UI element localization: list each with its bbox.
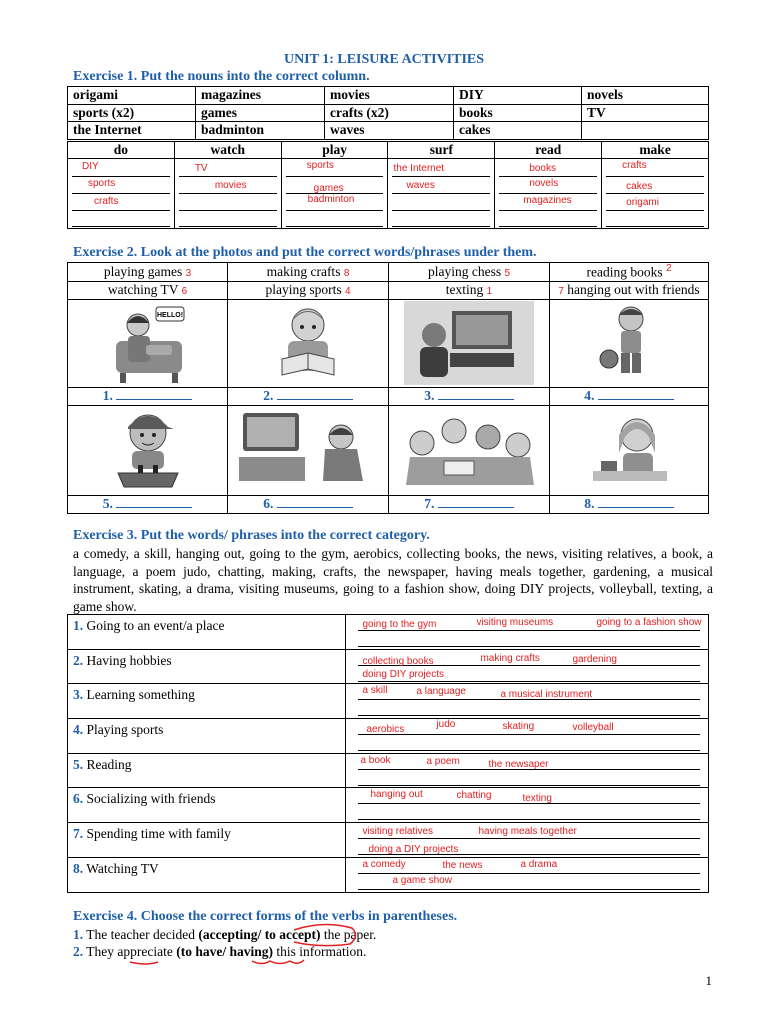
exercise-2-heading: Exercise 2. Look at the photos and put the correct words/phrases under them. (73, 245, 537, 260)
noun-cell: TV (582, 104, 709, 122)
handwritten-answer: sports (306, 160, 334, 171)
handwritten-answer: collecting books (362, 655, 434, 667)
column-header: make (602, 142, 709, 159)
page-number: 1 (705, 973, 712, 988)
noun-cell: badminton (196, 122, 325, 140)
blank-number: 7. (424, 496, 435, 511)
category-label: 8. Watching TV (68, 857, 346, 892)
blank-number: 4. (584, 388, 595, 403)
handwritten-answer: texting (522, 793, 552, 805)
blank-number: 3. (424, 388, 435, 403)
handwritten-answer: origami (626, 197, 659, 208)
handwritten-answer: volleyball (572, 722, 614, 734)
option-text: watching TV (107, 282, 179, 297)
handwritten-answer: the news (442, 859, 483, 871)
handwritten-answer: making crafts (480, 652, 540, 664)
answer-number: 5 (504, 267, 511, 279)
handwritten-answer: a language (416, 686, 466, 698)
handwritten-answer: magazines (523, 195, 572, 206)
handwritten-answer: cakes (626, 181, 653, 192)
handwritten-answer: hanging out (370, 789, 423, 801)
column-header: watch (174, 142, 281, 159)
handwritten-answer: crafts (94, 196, 119, 207)
option-text: hanging out with friends (567, 282, 700, 297)
handwritten-answer: sports (88, 178, 116, 189)
noun-cell: origami (68, 87, 196, 105)
option-text: reading books (586, 264, 663, 280)
noun-cell: waves (325, 122, 454, 140)
column-header: do (68, 142, 175, 159)
handwritten-answer: judo (436, 719, 456, 731)
handwritten-answer: chatting (456, 790, 492, 802)
exercise-1-heading: Exercise 1. Put the nouns into the correct column. (73, 69, 370, 84)
category-label: 1. Going to an event/a place (68, 615, 346, 650)
handwritten-answer: a poem (426, 755, 460, 767)
category-label: 2. Having hobbies (68, 649, 346, 684)
handwritten-answer: visiting museums (476, 617, 554, 628)
noun-cell: movies (325, 87, 454, 105)
sentence-2: 2. They appreciate (to have/ having) this information. (73, 944, 367, 959)
category-label: 5. Reading (68, 753, 346, 788)
verb-choice: (to have/ having) (176, 944, 273, 959)
blank-number: 2. (263, 388, 274, 403)
word-bank-paragraph: a comedy, a skill, hanging out, going to the gym, aerobics, collecting books, the news, visiting relatives, a book, a language, a poem judo, chatting, making, crafts, the newspaper, having meals together, gardening, a musical instrument, skating, a drama, visiting museums, going to a fashion show, doing DIY projects, volleyball, texting, a game show. (73, 546, 713, 614)
handwritten-answer: a book (360, 754, 391, 766)
exercise-3-heading: Exercise 3. Put the words/ phrases into the correct category. (73, 528, 430, 543)
speech-bubble-text: HELLO! (156, 312, 183, 319)
noun-cell: DIY (454, 87, 582, 105)
answer-number: 4 (344, 286, 351, 297)
handwritten-answer: a skill (362, 685, 388, 697)
handwritten-answer: aerobics (366, 724, 405, 736)
noun-cell: sports (x2) (68, 104, 196, 122)
handwritten-answer: going to the gym (362, 619, 437, 630)
answer-number: 3 (185, 267, 192, 279)
handwritten-answer: novels (529, 178, 559, 189)
handwritten-answer: a musical instrument (500, 689, 593, 701)
answer-number: 8 (343, 267, 350, 279)
column-header: read (495, 142, 602, 159)
noun-cell: games (196, 104, 325, 122)
noun-cell: cakes (454, 122, 582, 140)
handwritten-answer: crafts (622, 160, 647, 171)
noun-cell: novels (582, 87, 709, 105)
option-text: playing chess (427, 263, 502, 279)
handwritten-answer: badminton (307, 194, 355, 205)
blank-number: 6. (263, 496, 274, 511)
handwritten-answer: doing a DIY projects (368, 844, 459, 856)
handwritten-answer: a drama (520, 858, 558, 870)
handwritten-answer: a comedy (362, 858, 406, 870)
handwritten-answer: skating (502, 721, 535, 733)
handwritten-answer: books (529, 163, 556, 174)
column-header: surf (388, 142, 495, 159)
option-text: making crafts (266, 263, 341, 279)
column-header: play (281, 142, 388, 159)
blank-number: 8. (584, 496, 595, 511)
handwritten-answer: TV (194, 163, 208, 174)
blank-number: 1. (102, 388, 113, 403)
answer-number: 1 (486, 286, 493, 297)
exercise-4-heading: Exercise 4. Choose the correct forms of the verbs in parentheses. (73, 909, 458, 924)
noun-cell: books (454, 104, 582, 122)
page-title: UNIT 1: LEISURE ACTIVITIES (283, 52, 485, 67)
option-text: playing games (103, 263, 183, 279)
answer-number: 6 (181, 286, 188, 297)
answer-number: 7 (558, 286, 564, 297)
category-label: 4. Playing sports (68, 719, 346, 754)
handwritten-answer: going to a fashion show (596, 617, 702, 628)
category-label: 7. Spending time with family (68, 823, 346, 858)
noun-cell: the Internet (68, 122, 196, 140)
noun-cell: magazines (196, 87, 325, 105)
noun-cell: crafts (x2) (325, 104, 454, 122)
handwritten-answer: gardening (572, 653, 617, 665)
category-label: 3. Learning something (68, 684, 346, 719)
handwritten-answer: the Internet (393, 163, 445, 174)
handwritten-answer: games (313, 183, 344, 194)
handwritten-answer: having meals together (478, 826, 577, 838)
handwritten-answer: movies (214, 180, 247, 191)
category-label: 6. Socializing with friends (68, 788, 346, 823)
handwritten-answer: a game show (392, 874, 452, 886)
verb-choice: (accepting/ to accept) (198, 927, 321, 942)
handwritten-answer: the newsaper (488, 758, 549, 770)
blank-number: 5. (102, 496, 113, 511)
handwritten-answer: DIY (82, 161, 99, 172)
option-text: playing sports (265, 282, 342, 297)
handwritten-answer: visiting relatives (362, 826, 434, 838)
answer-number: 2 (665, 263, 672, 274)
sentence-1: 1. The teacher decided (accepting/ to accept) the paper. (73, 927, 377, 942)
handwritten-answer: waves (406, 180, 435, 191)
option-text: texting (445, 282, 484, 297)
handwritten-answer: doing DIY projects (362, 668, 444, 680)
